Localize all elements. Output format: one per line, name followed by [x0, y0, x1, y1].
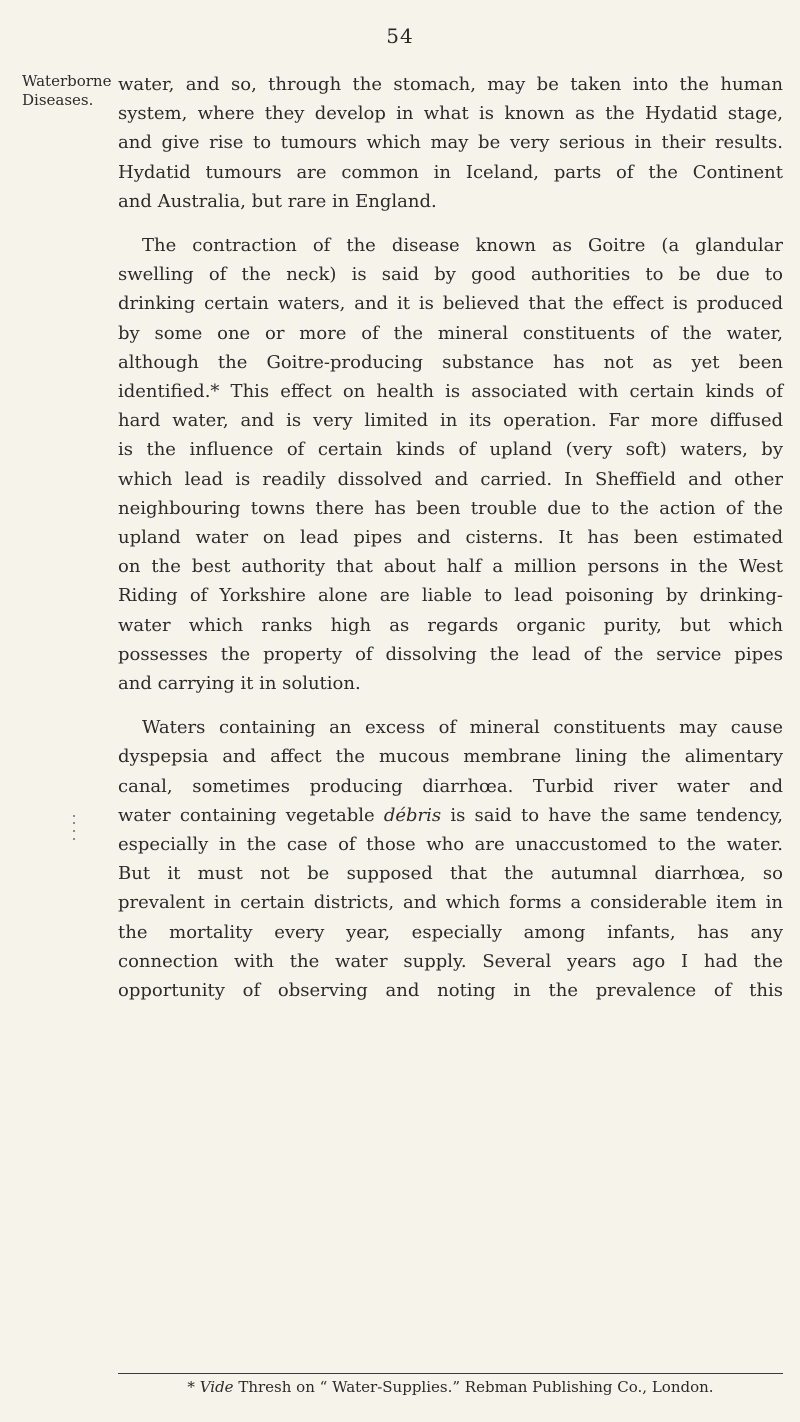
text-line: and give rise to tumours which may be very serious in their results.: [118, 132, 783, 154]
text-line: which lead is readily dissolved and carried. In Sheffield and other: [118, 468, 783, 490]
paragraph-3: [118, 713, 783, 1005]
paragraph-1: [118, 70, 783, 216]
text-line: Hydatid tumours are common in Iceland, parts of the Continent: [118, 161, 783, 183]
footnote-rule: [118, 1373, 783, 1374]
text-line: Riding of Yorkshire alone are liable to lead poisoning by drinking-: [118, 585, 783, 607]
text-line: is the influence of certain kinds of upland (very soft) waters, by: [118, 439, 783, 461]
footnote-text: Thresh on “ Water-Supplies.” Rebman Publishing Co., London.: [238, 1378, 714, 1396]
text-line: water which ranks high as regards organic purity, but which: [118, 614, 783, 636]
margin-note: [22, 72, 110, 110]
text-line: and Australia, but rare in England.: [118, 190, 437, 212]
paragraph-2: [118, 231, 783, 698]
stray-mark: [73, 838, 75, 840]
margin-note-line-1: Waterborne: [22, 72, 112, 90]
page-number: 54: [386, 24, 414, 48]
text-line: drinking certain waters, and it is believed that the effect is produced: [118, 293, 783, 315]
text-line: dyspepsia and affect the mucous membrane lining the alimentary: [118, 746, 783, 768]
text-line: The contraction of the disease known as Goitre (a glandular: [142, 235, 783, 257]
footnote: [118, 1377, 783, 1397]
text-line: But it must not be supposed that the autumnal diarrhœa, so: [118, 863, 783, 885]
body-text: [118, 70, 783, 1005]
text-line: water, and so, through the stomach, may be taken into the human: [118, 74, 783, 95]
text-line: on the best authority that about half a million persons in the West: [118, 556, 783, 578]
text-line: although the Goitre-producing substance has not as yet been: [118, 351, 783, 373]
text-line: connection with the water supply. Several years ago I had the: [118, 950, 783, 972]
footnote-vide: Vide: [199, 1378, 234, 1396]
text-line: and carrying it in solution.: [118, 673, 361, 695]
text-line: hard water, and is very limited in its operation. Far more diffused: [118, 410, 783, 432]
text-line: identified.* This effect on health is associated with certain kinds of: [118, 381, 783, 403]
text-line: water containing vegetable débris is said to have the same tendency,: [118, 804, 783, 826]
text-line: neighbouring towns there has been trouble due to the action of the: [118, 497, 783, 519]
stray-mark: [73, 830, 75, 832]
text-line: possesses the property of dissolving the lead of the service pipes: [118, 643, 783, 665]
stray-mark: [73, 815, 75, 817]
text-line: prevalent in certain districts, and which forms a considerable item in: [118, 892, 783, 914]
text-line: the mortality every year, especially among infants, has any: [118, 921, 783, 943]
margin-note-line-2: Diseases.: [22, 91, 94, 109]
text-line: especially in the case of those who are unaccustomed to the water.: [118, 834, 783, 856]
text-line: system, where they develop in what is known as the Hydatid stage,: [118, 103, 783, 125]
text-line: upland water on lead pipes and cisterns. It has been estimated: [118, 527, 783, 549]
footnote-marker: *: [187, 1378, 195, 1396]
text-line: by some one or more of the mineral constituents of the water,: [118, 322, 783, 344]
text-line: canal, sometimes producing diarrhœa. Turbid river water and: [118, 775, 783, 797]
text-line: swelling of the neck) is said by good authorities to be due to: [118, 264, 783, 286]
stray-mark: [73, 822, 75, 824]
text-line: Waters containing an excess of mineral constituents may cause: [142, 717, 783, 739]
text-line: opportunity of observing and noting in the prevalence of this: [118, 980, 783, 1002]
